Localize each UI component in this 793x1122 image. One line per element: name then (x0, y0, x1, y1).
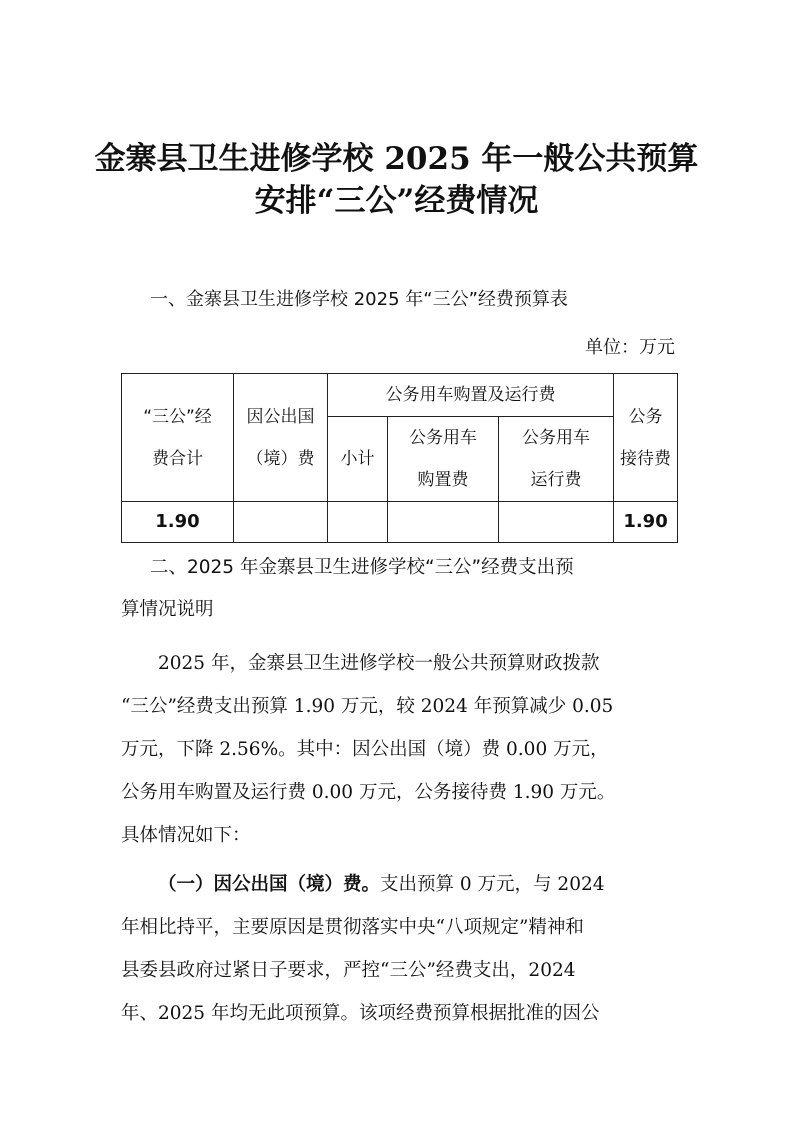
paragraph-1-line-2: “三公”经费支出预算 1.90 万元，较 2024 年预算减少 0.05 (121, 696, 614, 717)
paragraph-1-line-4: 公务用车购置及运行费 0.00 万元，公务接待费 1.90 万元。 (121, 782, 616, 803)
budget-table (121, 373, 678, 543)
cell-subtotal (328, 502, 388, 543)
paragraph-2-text: 支出预算 0 万元，与 2024 (380, 874, 605, 895)
cell-vehicle-purchase (388, 502, 499, 543)
header-vehicle-operation: 公务用车 运行费 (499, 417, 614, 502)
section-2-heading-line-2: 算情况说明 (121, 599, 214, 620)
table-row (122, 502, 678, 543)
cell-reception: 1.90 (614, 502, 678, 543)
paragraph-1-line-5: 具体情况如下： (121, 825, 251, 846)
paragraph-2-heading: （一）因公出国（境）费。 (158, 874, 381, 895)
paragraph-1-line-3: 万元，下降 2.56%。其中：因公出国（境）费 0.00 万元， (121, 739, 609, 760)
cell-vehicle-operation (499, 502, 614, 543)
paragraph-1-line-1: 2025 年，金寨县卫生进修学校一般公共预算财政拨款 (158, 653, 600, 674)
paragraph-2-line-1 (158, 870, 605, 896)
header-vehicle-group: 公务用车购置及运行费 (328, 374, 614, 417)
paragraph-2-line-2: 年相比持平，主要原因是贯彻落实中央“八项规定”精神和 (121, 917, 584, 938)
cell-total: 1.90 (122, 502, 234, 543)
table-header-row (122, 374, 678, 417)
document-title-line-1: 金寨县卫生进修学校 2025 年一般公共预算 (94, 141, 699, 177)
header-abroad: 因公出国 （境）费 (234, 374, 328, 502)
paragraph-2-line-4: 年、2025 年均无此项预算。该项经费预算根据批准的因公 (121, 1003, 600, 1024)
cell-abroad (234, 502, 328, 543)
section-1-heading: 一、金寨县卫生进修学校 2025 年“三公”经费预算表 (150, 289, 568, 310)
paragraph-2-line-3: 县委县政府过紧日子要求，严控“三公”经费支出，2024 (121, 960, 576, 981)
header-vehicle-purchase: 公务用车 购置费 (388, 417, 499, 502)
unit-label: 单位：万元 (585, 337, 675, 358)
header-total: “三公”经 费合计 (122, 374, 234, 502)
document-title-line-2: 安排“三公”经费情况 (254, 183, 539, 219)
section-2-heading-line-1: 二、2025 年金寨县卫生进修学校“三公”经费支出预 (150, 557, 574, 578)
header-reception: 公务 接待费 (614, 374, 678, 502)
header-subtotal: 小计 (328, 417, 388, 502)
